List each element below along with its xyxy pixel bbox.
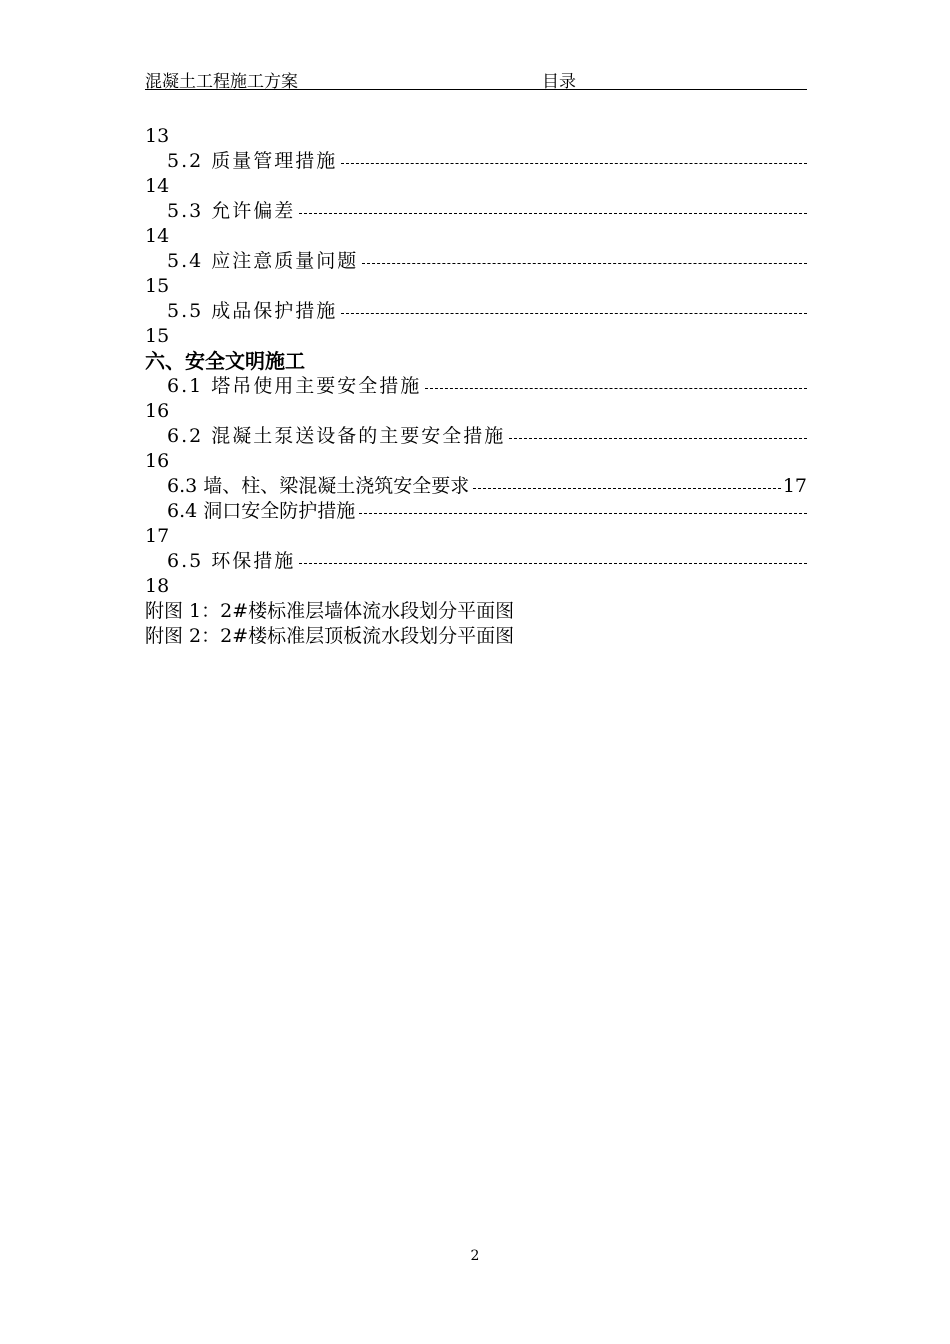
page-header [145,64,807,90]
toc-page-number: 14 [145,225,170,247]
toc-page-number: 16 [145,400,170,422]
toc-entry-label: 5.5 成品保护措施 [167,300,338,322]
document-title: 混凝土工程施工方案 [145,72,298,92]
page-number: 2 [470,1248,480,1264]
toc-entry-label: 6.1 塔吊使用主要安全措施 [167,375,422,397]
toc-entry-label: 5.4 应注意质量问题 [167,250,359,272]
toc-chapter-heading[interactable]: 六、安全文明施工 [145,349,305,373]
toc-page-number: 14 [145,175,170,197]
toc-appendix-figure-1[interactable]: 附图 1：2#楼标准层墙体流水段划分平面图 [145,600,515,622]
toc-entry-label: 5.2 质量管理措施 [167,150,338,172]
dotted-leader [299,212,807,214]
dotted-leader [341,312,807,314]
toc-entry-6-5[interactable] [145,549,807,574]
table-of-contents [145,124,807,649]
toc-entry-6-4[interactable] [145,499,807,524]
toc-page-number: 13 [145,125,170,147]
toc-page-number: 16 [145,450,170,472]
dotted-leader [473,487,781,489]
toc-entry-6-3[interactable] [145,474,807,499]
toc-entry-page: 17 [782,475,807,497]
dotted-leader [509,437,807,439]
toc-entry-5-4[interactable] [145,249,807,274]
toc-page-number: 18 [145,575,170,597]
toc-entry-label: 5.3 允许偏差 [167,200,296,222]
toc-page-number: 15 [145,325,170,347]
toc-appendix-figure-2[interactable]: 附图 2：2#楼标准层顶板流水段划分平面图 [145,625,515,647]
toc-entry-label: 6.3 墙、柱、梁混凝土浇筑安全要求 [167,475,470,497]
dotted-leader [359,512,807,514]
toc-entry-label: 6.2 混凝土泵送设备的主要安全措施 [167,425,506,447]
toc-page-number: 15 [145,275,170,297]
toc-entry-6-1[interactable] [145,374,807,399]
section-title: 目录 [542,72,576,92]
toc-entry-label: 6.5 环保措施 [167,550,296,572]
toc-entry-5-3[interactable] [145,199,807,224]
toc-entry-6-2[interactable] [145,424,807,449]
toc-entry-5-5[interactable] [145,299,807,324]
toc-entry-label: 6.4 洞口安全防护措施 [167,500,356,522]
toc-entry-5-2[interactable] [145,149,807,174]
dotted-leader [299,562,807,564]
dotted-leader [425,387,807,389]
dotted-leader [362,262,807,264]
toc-page-number: 17 [145,525,170,547]
dotted-leader [341,162,807,164]
